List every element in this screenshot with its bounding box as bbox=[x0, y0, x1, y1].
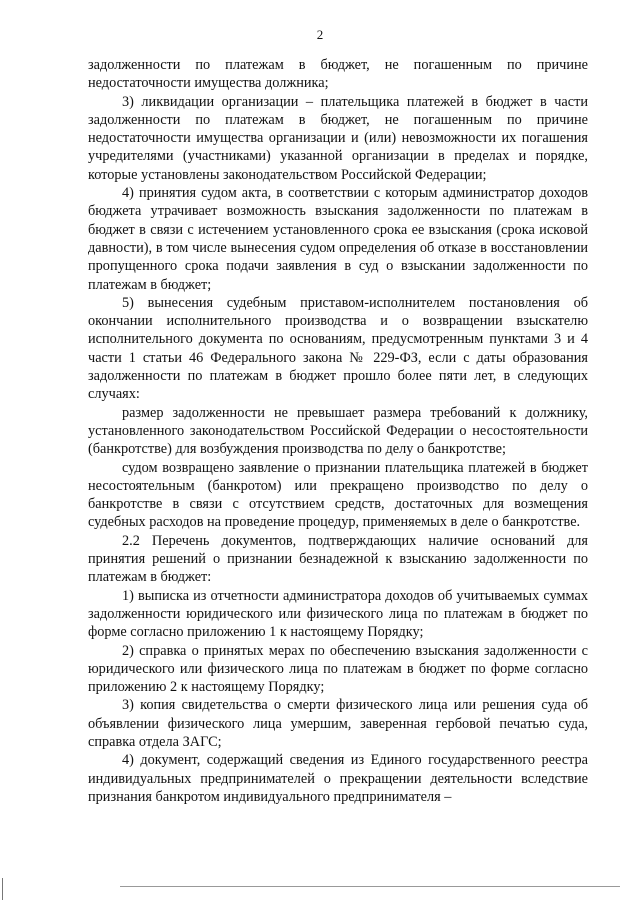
paragraph: 4) документ, содержащий сведения из Единого государственного реестра индивидуальных предпринимателей о прекращении деятельности вследствие признания банкротом индивидуального предпринимателя – bbox=[88, 752, 588, 805]
paragraph: 2.2 Перечень документов, подтверждающих наличие оснований для принятия решений о признании безнадежной к взысканию задолженности по платежам в бюджет: bbox=[88, 532, 588, 586]
paragraph: размер задолженности не превышает размера требований к должнику, установленного законодательством Российской Федерации о несостоятельности (банкротстве) для возбуждения производства по делу о банкротстве; bbox=[88, 404, 588, 458]
page-number: 2 bbox=[316, 27, 324, 42]
paragraph: 2) справка о принятых мерах по обеспечению взыскания задолженности с юридического или физического лица по платежам в бюджет по форме согласно приложению 2 к настоящему Порядку; bbox=[88, 642, 588, 696]
paragraph: 3) ликвидации организации – плательщика платежей в бюджет в части задолженности по платежам в бюджет, не погашенным по причине недостаточности имущества организации и (или) невозможности их погашения учредителями (участниками) указанной организации в пределах и порядке, которые установлены законодательством Российской Федерации; bbox=[88, 93, 588, 183]
scan-edge-mark bbox=[2, 878, 3, 900]
paragraph: 5) вынесения судебным приставом-исполнителем постановления об окончании исполнительного производства и о возвращении взыскателю исполнительного документа по основаниям, предусмотренным пунктами 3 и 4 части 1 статьи 46 Федерального закона № 229-ФЗ, если с даты образования задолженности по платежам в бюджет прошло более пяти лет, в следующих случаях: bbox=[88, 294, 588, 403]
paragraph: задолженности по платежам в бюджет, не погашенным по причине недостаточности имущества должника; bbox=[88, 57, 588, 92]
paragraph: 4) принятия судом акта, в соответствии с которым администратор доходов бюджета утрачивает возможность взыскания задолженности по платежам в бюджет в связи с истечением установленного срока ее взыскания (срока исковой давности), в том числе вынесения судом определения об отказе в восстановлении пропущенного срока подачи заявления в суд о взыскании задолженности по платежам в бюджет; bbox=[88, 185, 588, 293]
footer-rule bbox=[120, 886, 620, 887]
paragraph: 1) выписка из отчетности администратора доходов об учитываемых суммах задолженности юридического или физического лица по платежам в бюджет по форме согласно приложению 1 к настоящему Порядку; bbox=[88, 587, 588, 641]
paragraph: 3) копия свидетельства о смерти физического лица или решения суда об объявлении физического лица умершим, заверенная гербовой печатью суда, справка отдела ЗАГС; bbox=[88, 697, 588, 750]
document-body bbox=[88, 56, 588, 806]
paragraph: судом возвращено заявление о признании плательщика платежей в бюджет несостоятельным (банкротом) или прекращено производство по делу о банкротстве в связи с отсутствием средств, достаточных для возмещения судебных расходов на проведение процедур, применяемых в деле о банкротстве. bbox=[88, 459, 588, 531]
